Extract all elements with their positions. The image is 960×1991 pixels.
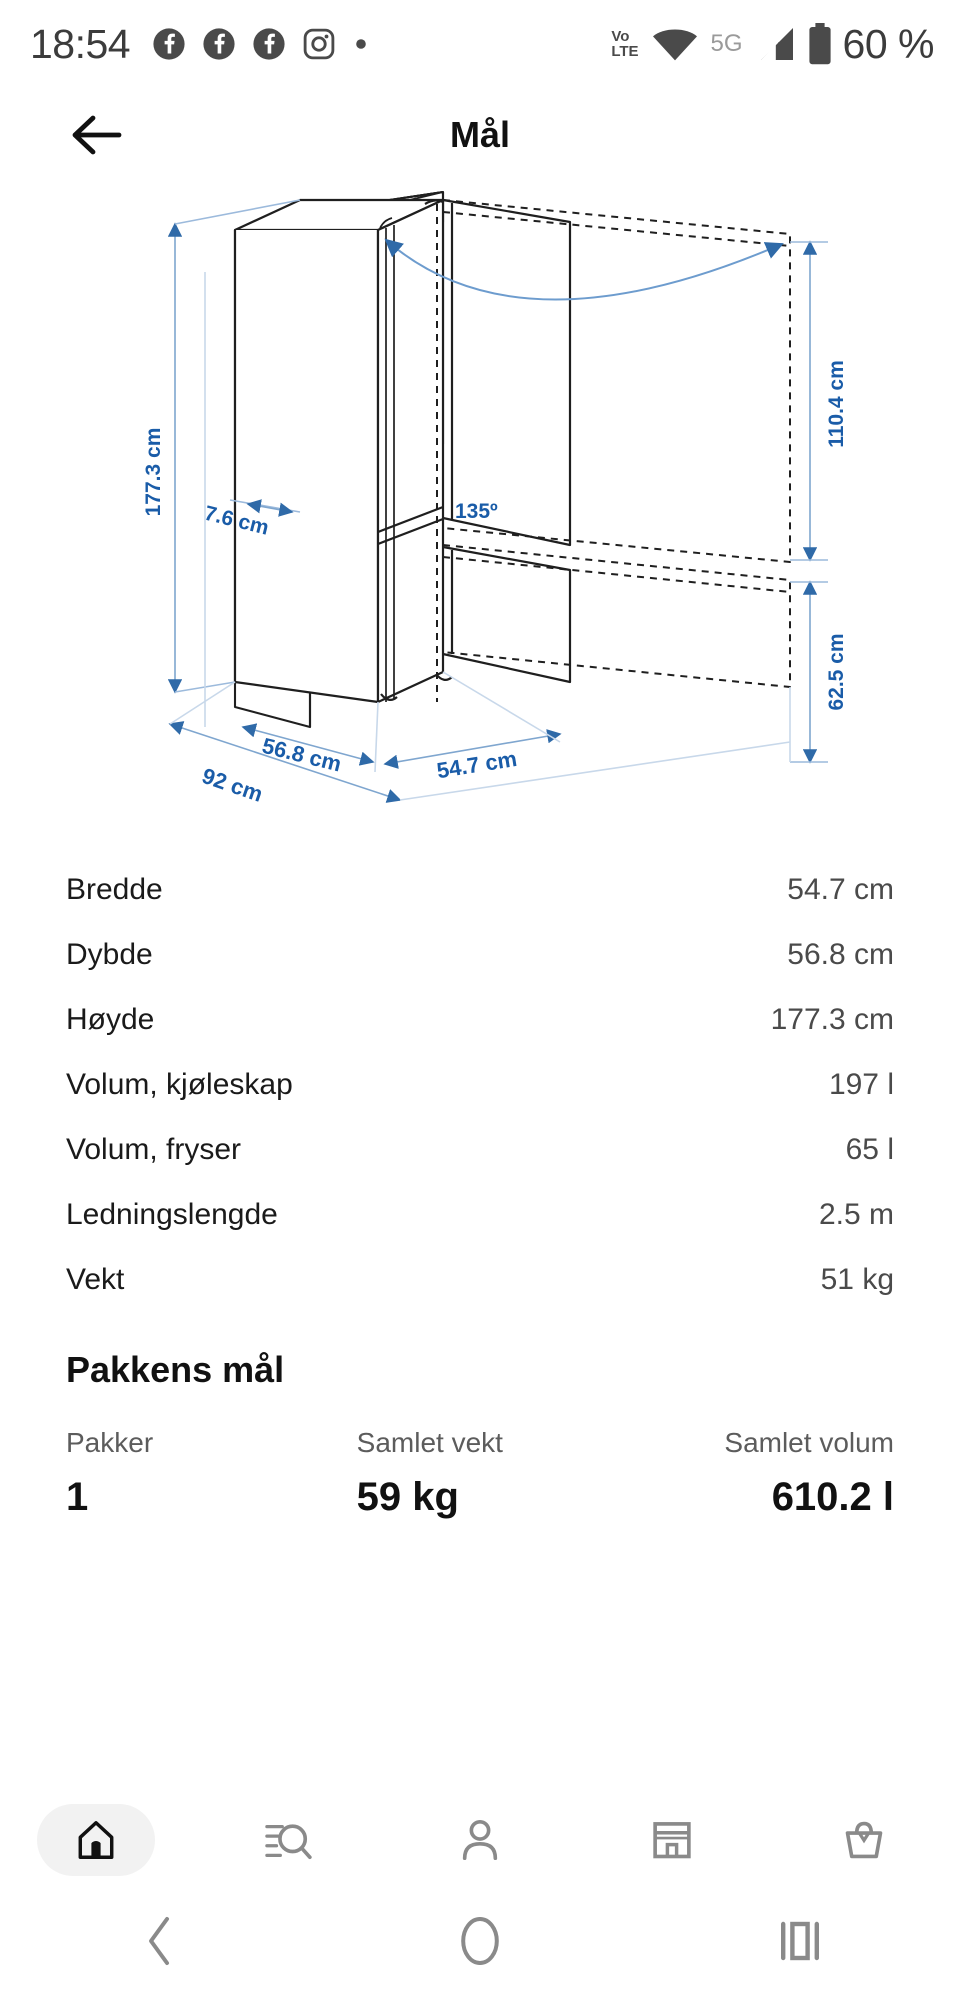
column-value: 1 xyxy=(66,1475,89,1519)
status-system-icons xyxy=(611,21,934,68)
angle-label: 135º xyxy=(455,500,498,523)
spec-label: Volum, fryser xyxy=(66,1133,242,1166)
table-row xyxy=(66,923,894,988)
package-column-packages xyxy=(66,1427,335,1520)
volte-icon: Vo LTE xyxy=(611,28,639,60)
hinge-gap-label: 7.6 cm xyxy=(202,501,272,540)
tab-home[interactable] xyxy=(0,1790,192,1890)
specifications-list xyxy=(0,842,960,1313)
signal-icon xyxy=(753,24,797,64)
search-list-icon xyxy=(263,1817,313,1863)
arrow-left-icon xyxy=(71,113,123,157)
package-column-weight xyxy=(335,1427,626,1520)
facebook-icon xyxy=(202,27,236,61)
scroll-content[interactable] xyxy=(0,182,960,1790)
height-label: 177.3 cm xyxy=(142,427,165,517)
instagram-icon xyxy=(302,27,336,61)
fridge-technical-drawing xyxy=(0,182,960,842)
nav-back-button[interactable] xyxy=(0,1890,320,1991)
tab-profile[interactable] xyxy=(384,1790,576,1890)
freezer-height-label: 62.5 cm xyxy=(825,633,848,711)
active-tab-pill xyxy=(37,1804,155,1876)
page-title: Mål xyxy=(449,114,510,155)
spec-label: Bredde xyxy=(66,873,163,906)
bottom-tab-bar xyxy=(0,1790,960,1890)
facebook-icon xyxy=(252,27,286,61)
table-row xyxy=(66,1118,894,1183)
app-header xyxy=(0,88,960,182)
battery-percent-label: 60 % xyxy=(842,20,934,67)
tab-search[interactable] xyxy=(192,1790,384,1890)
table-row xyxy=(66,1248,894,1313)
tab-store[interactable] xyxy=(576,1790,768,1890)
width-label: 54.7 cm xyxy=(435,745,519,784)
dot-icon xyxy=(352,35,370,53)
spec-label: Høyde xyxy=(66,1003,155,1036)
shopping-bag-icon xyxy=(841,1817,887,1863)
chevron-left-icon xyxy=(143,1915,177,1967)
spec-value: 177.3 cm xyxy=(770,1003,894,1036)
spec-label: Vekt xyxy=(66,1263,125,1296)
table-row xyxy=(66,988,894,1053)
table-row xyxy=(66,858,894,923)
package-summary xyxy=(0,1391,960,1520)
home-icon xyxy=(73,1817,119,1863)
wifi-icon xyxy=(649,24,701,64)
spec-label: Volum, kjøleskap xyxy=(66,1068,293,1101)
column-header: Samlet vekt xyxy=(356,1427,503,1458)
column-value: 610.2 l xyxy=(771,1475,895,1519)
circle-icon xyxy=(458,1914,502,1968)
nav-recents-button[interactable] xyxy=(640,1890,960,1991)
package-section-title: Pakkens mål xyxy=(66,1349,285,1390)
table-row xyxy=(66,1183,894,1248)
dimension-diagram xyxy=(0,182,960,842)
status-clock: 18:54 xyxy=(30,20,131,67)
spec-value: 51 kg xyxy=(820,1263,894,1296)
spec-label: Ledningslengde xyxy=(66,1198,278,1231)
depth-open-label: 92 cm xyxy=(198,762,267,807)
table-row xyxy=(66,1053,894,1118)
spec-value: 56.8 cm xyxy=(787,938,894,971)
column-header: Samlet volum xyxy=(724,1427,895,1458)
spec-value: 197 l xyxy=(828,1068,894,1101)
back-button[interactable] xyxy=(50,88,144,182)
network-generation-label: 5G xyxy=(710,30,743,57)
column-value: 59 kg xyxy=(356,1475,459,1519)
spec-value: 65 l xyxy=(845,1133,894,1166)
package-column-volume xyxy=(625,1427,894,1520)
depth-label: 56.8 cm xyxy=(259,732,345,777)
column-header: Pakker xyxy=(66,1427,154,1458)
status-notification-icons xyxy=(152,27,370,61)
spec-value: 54.7 cm xyxy=(787,873,894,906)
facebook-icon xyxy=(152,27,186,61)
battery-icon xyxy=(807,23,833,65)
tab-cart[interactable] xyxy=(768,1790,960,1890)
fridge-height-label: 110.4 cm xyxy=(825,360,848,448)
spec-label: Dybde xyxy=(66,938,153,971)
spec-value: 2.5 m xyxy=(818,1198,894,1231)
android-navigation-bar xyxy=(0,1890,960,1991)
status-bar xyxy=(0,0,960,88)
store-icon xyxy=(649,1817,695,1863)
person-icon xyxy=(458,1817,502,1863)
recents-icon xyxy=(778,1917,822,1965)
nav-home-button[interactable] xyxy=(320,1890,640,1991)
